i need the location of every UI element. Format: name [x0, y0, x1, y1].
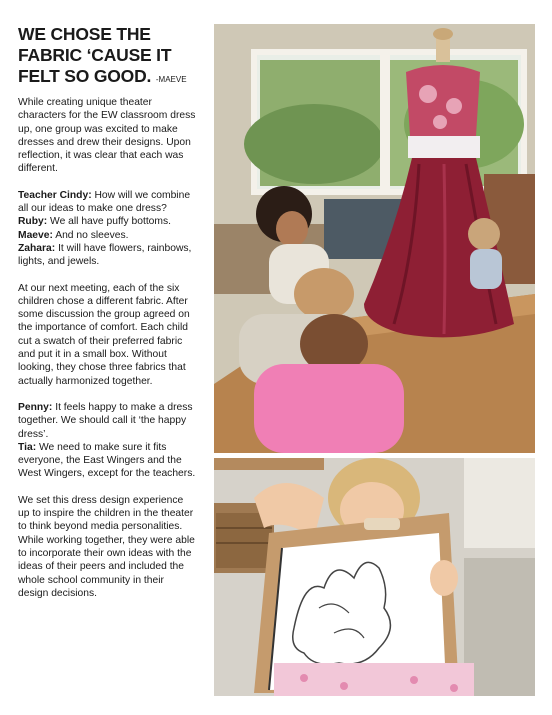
dialogue-text: We all have puffy bottoms.	[47, 216, 171, 228]
dialogue-line	[18, 242, 196, 269]
attribution: -MAEVE	[155, 75, 187, 84]
dialogue-line	[18, 189, 196, 216]
dress-mannequin-photo	[214, 24, 535, 453]
child-drawing-illustration	[214, 458, 535, 696]
article-title-text: WE CHOSE THE FABRIC ‘CAUSE IT FELT SO GOOD.	[18, 24, 172, 86]
speaker-name: Teacher Cindy:	[18, 189, 92, 201]
dress-mannequin-illustration	[214, 24, 535, 453]
dialogue-block-1	[18, 189, 196, 269]
middle-paragraph: At our next meeting, each of the six children chose a different fabric. After some discussion the group agreed on the importance of comfort. Each child cut a swatch of their preferred fabric and put it in a small box. Without looking, they chose three fabrics that actually harmonized together.	[18, 282, 190, 387]
dialogue-text: And no sleeves.	[52, 229, 129, 241]
speaker-name: Ruby:	[18, 216, 48, 228]
dialogue-line	[18, 441, 196, 481]
dialogue-line	[18, 401, 196, 441]
dialogue-text: How will we combine all our ideas to make one dress?	[18, 189, 191, 215]
dialogue-text: We need to make sure it fits everyone, the East Wingers and the West Wingers, except for the teachers.	[18, 441, 196, 480]
speaker-name: Maeve:	[18, 229, 53, 241]
speaker-name: Penny:	[18, 401, 53, 413]
speaker-name: Tia:	[18, 441, 37, 453]
dialogue-block-2	[18, 401, 196, 481]
article-title	[18, 24, 196, 90]
article-text-column	[18, 24, 196, 613]
dialogue-text: It feels happy to make a dress together. We should call it ‘the happy dress’.	[18, 401, 193, 440]
child-drawing-photo	[214, 458, 535, 696]
intro-paragraph: While creating unique theater characters for the EW classroom dress up, one group was excited to make dresses and drew their designs. Upon reflection, it was clear that each was different.	[18, 97, 196, 175]
dialogue-line	[18, 215, 196, 228]
closing-paragraph: We set this dress design experience up to inspire the children in the theater to think beyond media personalities. While working together, they were able to incorporate their own ideas with the ideas of their peers and included the whole school community in their design decisions.	[18, 494, 195, 599]
speaker-name: Zahara:	[18, 242, 56, 254]
dialogue-text: It will have flowers, rainbows, lights, and jewels.	[18, 242, 192, 268]
dialogue-line	[18, 229, 196, 242]
